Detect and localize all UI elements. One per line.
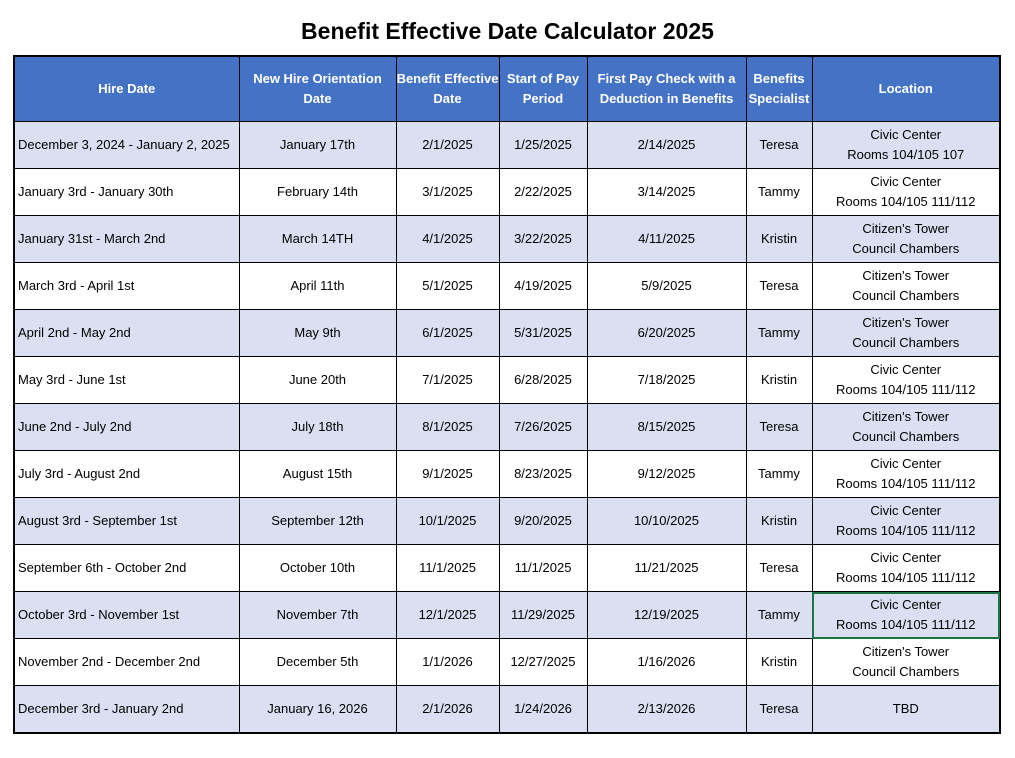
cell-hire-date[interactable]: May 3rd - June 1st [14, 357, 239, 404]
table-row [14, 451, 1000, 498]
cell-effective-date[interactable]: 3/1/2025 [396, 169, 499, 216]
cell-location[interactable] [812, 216, 1000, 263]
cell-orientation-date[interactable]: February 14th [239, 169, 396, 216]
table-row [14, 216, 1000, 263]
cell-benefits-specialist[interactable]: Teresa [746, 545, 812, 592]
cell-first-paycheck[interactable]: 3/14/2025 [587, 169, 746, 216]
cell-pay-period-start[interactable]: 11/29/2025 [499, 592, 587, 639]
location-room: Council Chambers [852, 335, 960, 350]
cell-benefits-specialist[interactable]: Kristin [746, 498, 812, 545]
cell-hire-date[interactable]: January 3rd - January 30th [14, 169, 239, 216]
cell-effective-date[interactable]: 6/1/2025 [396, 310, 499, 357]
cell-benefits-specialist[interactable]: Kristin [746, 639, 812, 686]
cell-orientation-date[interactable]: December 5th [239, 639, 396, 686]
cell-pay-period-start[interactable]: 6/28/2025 [499, 357, 587, 404]
cell-hire-date[interactable]: June 2nd - July 2nd [14, 404, 239, 451]
cell-location[interactable] [812, 404, 1000, 451]
cell-pay-period-start[interactable]: 9/20/2025 [499, 498, 587, 545]
location-building: Civic Center [870, 127, 942, 142]
cell-effective-date[interactable]: 2/1/2026 [396, 686, 499, 734]
location-building: Civic Center [870, 503, 942, 518]
cell-effective-date[interactable]: 1/1/2026 [396, 639, 499, 686]
table-row [14, 498, 1000, 545]
location-room: Rooms 104/105 111/112 [836, 523, 976, 538]
cell-first-paycheck[interactable]: 12/19/2025 [587, 592, 746, 639]
cell-location[interactable] [812, 639, 1000, 686]
cell-first-paycheck[interactable]: 11/21/2025 [587, 545, 746, 592]
cell-pay-period-start[interactable]: 1/25/2025 [499, 122, 587, 169]
cell-orientation-date[interactable]: October 10th [239, 545, 396, 592]
cell-first-paycheck[interactable]: 2/13/2026 [587, 686, 746, 734]
cell-location[interactable] [812, 686, 1000, 734]
cell-effective-date[interactable]: 2/1/2025 [396, 122, 499, 169]
cell-benefits-specialist[interactable]: Teresa [746, 404, 812, 451]
cell-location[interactable] [812, 498, 1000, 545]
cell-location[interactable] [812, 592, 1000, 639]
cell-benefits-specialist[interactable]: Teresa [746, 122, 812, 169]
location-building: Civic Center [870, 550, 942, 565]
cell-effective-date[interactable]: 11/1/2025 [396, 545, 499, 592]
cell-pay-period-start[interactable]: 8/23/2025 [499, 451, 587, 498]
cell-hire-date[interactable]: December 3, 2024 - January 2, 2025 [14, 122, 239, 169]
table-row [14, 263, 1000, 310]
cell-benefits-specialist[interactable]: Tammy [746, 310, 812, 357]
cell-orientation-date[interactable]: July 18th [239, 404, 396, 451]
header-row [14, 56, 1000, 122]
cell-first-paycheck[interactable]: 2/14/2025 [587, 122, 746, 169]
cell-location[interactable] [812, 122, 1000, 169]
location-room: Council Chambers [852, 288, 960, 303]
cell-orientation-date[interactable]: January 17th [239, 122, 396, 169]
location-room: Council Chambers [852, 664, 960, 679]
location-building: Civic Center [870, 362, 942, 377]
table-row [14, 122, 1000, 169]
benefit-calculator-table [13, 55, 1001, 734]
location-building: Citizen's Tower [862, 644, 950, 659]
cell-pay-period-start[interactable]: 4/19/2025 [499, 263, 587, 310]
cell-effective-date[interactable]: 4/1/2025 [396, 216, 499, 263]
location-room: Rooms 104/105 111/112 [836, 617, 976, 632]
cell-hire-date[interactable]: January 31st - March 2nd [14, 216, 239, 263]
table-row [14, 686, 1000, 734]
location-building: Civic Center [870, 174, 942, 189]
cell-orientation-date[interactable]: June 20th [239, 357, 396, 404]
location-building: TBD [892, 701, 919, 716]
table-row [14, 169, 1000, 216]
location-room: Rooms 104/105 111/112 [836, 476, 976, 491]
cell-effective-date[interactable]: 7/1/2025 [396, 357, 499, 404]
header-hire-date[interactable]: Hire Date [14, 56, 239, 122]
cell-first-paycheck[interactable]: 6/20/2025 [587, 310, 746, 357]
cell-hire-date[interactable]: December 3rd - January 2nd [14, 686, 239, 734]
cell-hire-date[interactable]: April 2nd - May 2nd [14, 310, 239, 357]
location-room: Rooms 104/105 111/112 [836, 382, 976, 397]
cell-effective-date[interactable]: 12/1/2025 [396, 592, 499, 639]
location-building: Citizen's Tower [862, 315, 950, 330]
cell-location[interactable] [812, 357, 1000, 404]
table-row [14, 357, 1000, 404]
location-building: Citizen's Tower [862, 221, 950, 236]
cell-first-paycheck[interactable]: 8/15/2025 [587, 404, 746, 451]
cell-benefits-specialist[interactable]: Kristin [746, 357, 812, 404]
cell-pay-period-start[interactable]: 1/24/2026 [499, 686, 587, 734]
cell-hire-date[interactable]: November 2nd - December 2nd [14, 639, 239, 686]
cell-location[interactable] [812, 169, 1000, 216]
header-pay-period-start[interactable]: Start of Pay Period [499, 56, 587, 122]
location-building: Civic Center [870, 597, 942, 612]
cell-location[interactable] [812, 310, 1000, 357]
table-row [14, 404, 1000, 451]
table-row [14, 592, 1000, 639]
cell-pay-period-start[interactable]: 3/22/2025 [499, 216, 587, 263]
table-row [14, 639, 1000, 686]
table-row [14, 310, 1000, 357]
location-room: Rooms 104/105 111/112 [836, 194, 976, 209]
table-row [14, 545, 1000, 592]
cell-first-paycheck[interactable]: 5/9/2025 [587, 263, 746, 310]
cell-benefits-specialist[interactable]: Tammy [746, 592, 812, 639]
cell-orientation-date[interactable]: August 15th [239, 451, 396, 498]
cell-benefits-specialist[interactable]: Tammy [746, 451, 812, 498]
cell-location[interactable] [812, 451, 1000, 498]
cell-first-paycheck[interactable]: 1/16/2026 [587, 639, 746, 686]
cell-orientation-date[interactable]: March 14TH [239, 216, 396, 263]
cell-orientation-date[interactable]: November 7th [239, 592, 396, 639]
cell-benefits-specialist[interactable]: Teresa [746, 686, 812, 734]
cell-orientation-date[interactable]: January 16, 2026 [239, 686, 396, 734]
header-orientation-date[interactable]: New Hire Orientation Date [239, 56, 396, 122]
header-benefits-specialist[interactable]: Benefits Specialist [746, 56, 812, 122]
cell-pay-period-start[interactable]: 2/22/2025 [499, 169, 587, 216]
cell-orientation-date[interactable]: September 12th [239, 498, 396, 545]
location-room: Council Chambers [852, 429, 960, 444]
location-room: Rooms 104/105 107 [847, 147, 965, 162]
cell-effective-date[interactable]: 10/1/2025 [396, 498, 499, 545]
cell-hire-date[interactable]: March 3rd - April 1st [14, 263, 239, 310]
cell-effective-date[interactable]: 5/1/2025 [396, 263, 499, 310]
location-building: Citizen's Tower [862, 268, 950, 283]
cell-benefits-specialist[interactable]: Tammy [746, 169, 812, 216]
cell-first-paycheck[interactable]: 9/12/2025 [587, 451, 746, 498]
header-effective-date[interactable]: Benefit Effective Date [396, 56, 499, 122]
cell-effective-date[interactable]: 8/1/2025 [396, 404, 499, 451]
cell-benefits-specialist[interactable]: Kristin [746, 216, 812, 263]
cell-orientation-date[interactable]: April 11th [239, 263, 396, 310]
cell-hire-date[interactable]: September 6th - October 2nd [14, 545, 239, 592]
cell-first-paycheck[interactable]: 10/10/2025 [587, 498, 746, 545]
cell-pay-period-start[interactable]: 5/31/2025 [499, 310, 587, 357]
location-building: Citizen's Tower [862, 409, 950, 424]
cell-first-paycheck[interactable]: 4/11/2025 [587, 216, 746, 263]
location-building: Civic Center [870, 456, 942, 471]
cell-pay-period-start[interactable]: 12/27/2025 [499, 639, 587, 686]
cell-hire-date[interactable]: August 3rd - September 1st [14, 498, 239, 545]
header-location[interactable]: Location [812, 56, 1000, 122]
cell-benefits-specialist[interactable]: Teresa [746, 263, 812, 310]
cell-location[interactable] [812, 545, 1000, 592]
cell-hire-date[interactable]: July 3rd - August 2nd [14, 451, 239, 498]
cell-first-paycheck[interactable]: 7/18/2025 [587, 357, 746, 404]
cell-hire-date[interactable]: October 3rd - November 1st [14, 592, 239, 639]
cell-pay-period-start[interactable]: 11/1/2025 [499, 545, 587, 592]
location-room: Council Chambers [852, 241, 960, 256]
cell-effective-date[interactable]: 9/1/2025 [396, 451, 499, 498]
location-room: Rooms 104/105 111/112 [836, 570, 976, 585]
cell-pay-period-start[interactable]: 7/26/2025 [499, 404, 587, 451]
page-title: Benefit Effective Date Calculator 2025 [301, 18, 714, 44]
header-first-paycheck[interactable]: First Pay Check with a Deduction in Benefits [587, 56, 746, 122]
cell-orientation-date[interactable]: May 9th [239, 310, 396, 357]
cell-location[interactable] [812, 263, 1000, 310]
